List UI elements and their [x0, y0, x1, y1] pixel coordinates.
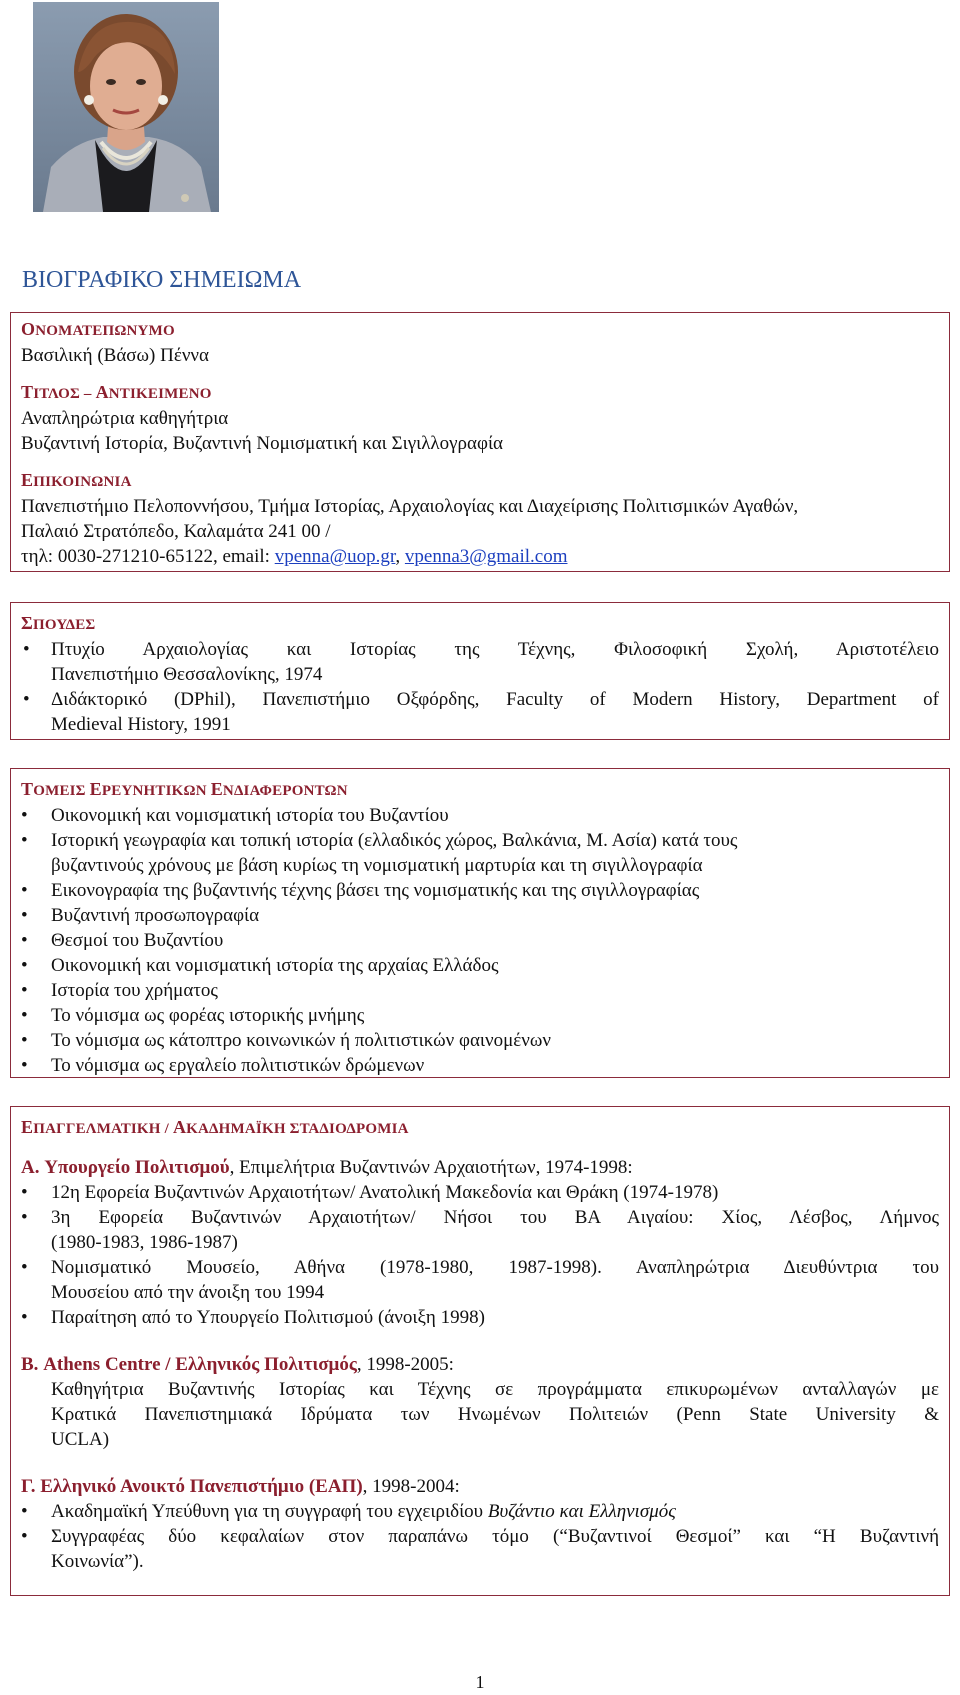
career-a-org: Υπουργείο Πολιτισμού — [44, 1157, 230, 1178]
research-item: Θεσμοί του Βυζαντίου — [51, 930, 224, 951]
research-heading-cap-1: Τ — [21, 779, 34, 799]
bullet-icon: • — [21, 1526, 28, 1547]
academic-field: Βυζαντινή Ιστορία, Βυζαντινή Νομισματική και Σιγιλλογραφία — [21, 433, 504, 454]
address-line-1: Πανεπιστήμιο Πελοποννήσου, Τμήμα Ιστορίας, Αρχαιολογίας και Διαχείρισης Πολιτισμικών Αγαθών, — [21, 496, 799, 517]
list-item — [21, 1053, 939, 1078]
list-item — [21, 903, 939, 928]
research-heading-rest-3: ΝΔΙΑΦΕΡΟΝΤΩΝ — [222, 783, 348, 799]
list-item — [21, 687, 939, 737]
career-a-item: Νομισματικό Μουσείο, Αθήνα (1978-1980, 1987-1998). Αναπληρώτρια Διευθύντρια του — [51, 1257, 939, 1278]
career-a-list — [21, 1180, 939, 1330]
bullet-icon: • — [21, 1030, 28, 1051]
list-item — [21, 1028, 939, 1053]
research-item: Εικονογραφία της βυζαντινής τέχνης βάσει της νομισματικής και της σιγιλλογραφίας — [51, 880, 700, 901]
research-heading-cap-3: Ε — [210, 779, 223, 799]
bullet-icon: • — [23, 639, 30, 660]
career-section — [10, 1106, 950, 1596]
contact-heading-cap: Ε — [21, 470, 34, 490]
research-heading-rest-2: ΡΕΥΝΗΤΙΚΩΝ — [101, 783, 211, 799]
career-c-item: Ακαδημαϊκή Υπεύθυνη για τη συγγραφή του εγχειριδίου — [51, 1501, 488, 1522]
bullet-icon: • — [21, 1182, 28, 1203]
career-a-title — [21, 1155, 939, 1180]
name-heading — [21, 317, 939, 343]
list-item — [21, 928, 939, 953]
career-b-org: Athens Centre / Ελληνικός Πολιτισμός — [43, 1354, 357, 1375]
title-heading-cap-2: Α — [95, 382, 109, 402]
list-item — [21, 1003, 939, 1028]
research-item: Το νόμισμα ως κάτοπτρο κοινωνικών ή πολιτιστικών φαινομένων — [51, 1030, 551, 1051]
research-item: Ιστορία του χρήματος — [51, 980, 218, 1001]
research-heading-rest-1: ΟΜΕΙΣ — [33, 783, 90, 799]
research-item: Οικονομική και νομισματική ιστορία του Βυζαντίου — [51, 805, 449, 826]
name-heading-rest: ΝΟΜΑΤΕΠΩΝΥΜΟ — [35, 323, 175, 339]
title-heading-cap-1: Τ — [21, 382, 34, 402]
list-item — [21, 1524, 939, 1574]
research-heading — [21, 777, 939, 803]
list-item — [21, 803, 939, 828]
career-a-item: Παραίτηση από το Υπουργείο Πολιτισμού (άνοιξη 1998) — [51, 1307, 485, 1328]
bullet-icon: • — [21, 1005, 28, 1026]
bullet-icon: • — [21, 830, 28, 851]
contact-line — [21, 544, 939, 569]
email-link-2[interactable]: vpenna3@gmail.com — [404, 546, 568, 567]
career-heading-cap-1: Ε — [21, 1117, 34, 1137]
full-name: Βασιλική (Βάσω) Πέννα — [21, 345, 209, 366]
bullet-icon: • — [21, 805, 28, 826]
career-a-item-continuation: Μουσείου από την άνοιξη του 1994 — [51, 1282, 325, 1303]
career-b-line-3: UCLA) — [51, 1429, 110, 1450]
name-heading-cap: Ο — [21, 319, 36, 339]
portrait-illustration — [33, 2, 219, 212]
list-item — [21, 953, 939, 978]
list-item — [21, 637, 939, 687]
email-link-1[interactable]: vpenna@uop.gr — [274, 546, 396, 567]
research-item-continuation: βυζαντινούς χρόνους με βάση κυρίως τη νομισματική μαρτυρία και τη σιγιλλογραφία — [51, 855, 703, 876]
page-number: 1 — [475, 1672, 485, 1692]
bullet-icon: • — [21, 1207, 28, 1228]
research-item: Οικονομική και νομισματική ιστορία της αρχαίας Ελλάδος — [51, 955, 499, 976]
list-item — [21, 978, 939, 1003]
bullet-icon: • — [21, 1307, 28, 1328]
study-1-line-2: Πανεπιστήμιο Θεσσαλονίκης, 1974 — [51, 664, 323, 685]
career-c-org: Ελληνικό Ανοικτό Πανεπιστήμιο (ΕΑΠ) — [40, 1476, 363, 1497]
contact-heading-rest: ΠΙΚΟΙΝΩΝΙΑ — [33, 474, 132, 490]
career-a-item-continuation: (1980-1983, 1986-1987) — [51, 1232, 238, 1253]
list-item — [21, 828, 939, 878]
studies-heading-rest: ΠΟΥΔΕΣ — [32, 617, 96, 633]
title-heading-rest-1: ΙΤΛΟΣ – — [33, 386, 96, 402]
identity-section — [10, 312, 950, 572]
bullet-icon: • — [21, 930, 28, 951]
list-item — [21, 878, 939, 903]
document-title: ΒΙΟΓΡΑΦΙΚΟ ΣΗΜΕΙΩΜΑ — [22, 267, 302, 293]
bullet-icon: • — [21, 955, 28, 976]
career-c-item-continuation: Κοινωνία”). — [51, 1551, 144, 1572]
research-section — [10, 768, 950, 1078]
portrait-photo — [33, 2, 219, 212]
list-item — [21, 1205, 939, 1255]
academic-position: Αναπληρώτρια καθηγήτρια — [21, 408, 229, 429]
address-line-2: Παλαιό Στρατόπεδο, Καλαμάτα 241 00 / — [21, 521, 331, 542]
career-b-rest: , 1998-2005: — [356, 1354, 454, 1375]
career-c-list — [21, 1499, 939, 1574]
study-1-line-1: Πτυχίο Αρχαιολογίας και Ιστορίας της Τέχνης, Φιλοσοφική Σχολή, Αριστοτέλειο — [51, 639, 939, 660]
research-item: Βυζαντινή προσωπογραφία — [51, 905, 260, 926]
career-c-label: Γ. — [21, 1476, 36, 1497]
career-c-item: Συγγραφέας δύο κεφαλαίων στον παραπάνω τόμο (“Βυζαντινοί Θεσμοί” και “Η Βυζαντινή — [51, 1526, 939, 1547]
career-b-line-1: Καθηγήτρια Βυζαντινής Ιστορίας και Τέχνης σε προγράμματα επικυρωμένων ανταλλαγών με — [51, 1379, 939, 1400]
study-2-line-1: Διδάκτορικό (DPhil), Πανεπιστήμιο Οξφόρδης, Faculty of Modern History, Department of — [51, 689, 939, 710]
research-item: Το νόμισμα ως εργαλείο πολιτιστικών δρώμενων — [51, 1055, 425, 1076]
career-b-title — [21, 1352, 939, 1377]
career-a-item: 12η Εφορεία Βυζαντινών Αρχαιοτήτων/ Ανατολική Μακεδονία και Θράκη (1974-1978) — [51, 1182, 719, 1203]
studies-heading — [21, 611, 939, 637]
list-item — [21, 1255, 939, 1305]
studies-section — [10, 602, 950, 740]
research-item: Ιστορική γεωγραφία και τοπική ιστορία (ελλαδικός χώρος, Βαλκάνια, Μ. Ασία) κατά τους — [51, 830, 738, 851]
career-a-label: Α. — [21, 1157, 40, 1178]
bullet-icon: • — [21, 880, 28, 901]
career-b-label: Β. — [21, 1354, 39, 1375]
career-heading — [21, 1115, 939, 1141]
bullet-icon: • — [21, 1055, 28, 1076]
book-title: Βυζάντιο και Ελληνισμός — [487, 1501, 676, 1522]
bullet-icon: • — [21, 980, 28, 1001]
list-item — [21, 1305, 939, 1330]
research-heading-cap-2: Ε — [89, 779, 102, 799]
career-a-item: 3η Εφορεία Βυζαντινών Αρχαιοτήτων/ Νήσοι του ΒΑ Αιγαίου: Χίος, Λέσβος, Λήμνος — [51, 1207, 939, 1228]
title-heading-rest-2: ΝΤΙΚΕΙΜΕΝΟ — [108, 386, 212, 402]
list-item — [21, 1180, 939, 1205]
career-heading-rest-2: ΚΑΔΗΜΑΪΚΗ ΣΤΑΔΙΟΔΡΟΜΙΑ — [186, 1121, 409, 1137]
studies-list — [21, 637, 939, 737]
research-list — [21, 803, 939, 1078]
career-c-rest: , 1998-2004: — [362, 1476, 460, 1497]
bullet-icon: • — [23, 689, 30, 710]
studies-heading-cap: Σ — [21, 613, 33, 633]
career-c-title — [21, 1474, 939, 1499]
title-heading — [21, 380, 939, 406]
research-item: Το νόμισμα ως φορέας ιστορικής μνήμης — [51, 1005, 365, 1026]
career-heading-cap-2: Α — [172, 1117, 187, 1137]
career-a-rest: , Επιμελήτρια Βυζαντινών Αρχαιοτήτων, 1974-1998: — [229, 1157, 633, 1178]
contact-heading — [21, 468, 939, 494]
study-2-line-2: Medieval History, 1991 — [51, 714, 231, 735]
career-heading-rest-1: ΠΑΓΓΕΛΜΑΤΙΚΗ / — [33, 1121, 173, 1137]
bullet-icon: • — [21, 1501, 28, 1522]
phone-text: τηλ: 0030-271210-65122, email: — [21, 546, 275, 567]
email-separator: , — [395, 546, 405, 567]
bullet-icon: • — [21, 905, 28, 926]
bullet-icon: • — [21, 1257, 28, 1278]
list-item — [21, 1499, 939, 1524]
career-b-line-2: Κρατικά Πανεπιστημιακά Ιδρύματα των Ηνωμένων Πολιτειών (Penn State University & — [51, 1404, 939, 1425]
